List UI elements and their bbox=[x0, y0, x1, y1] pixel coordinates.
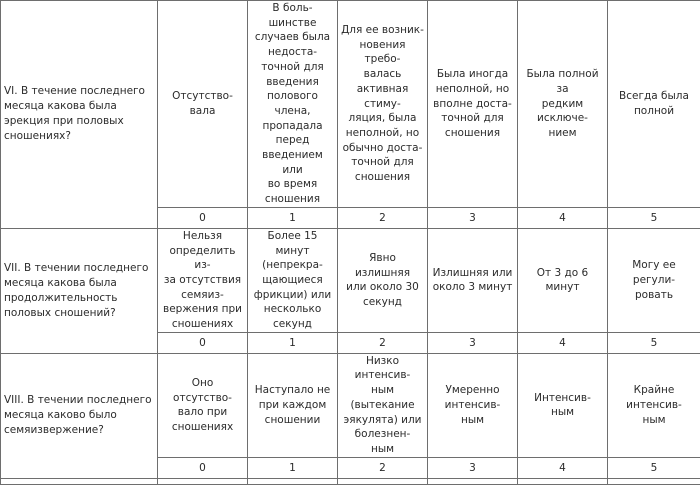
score-value: 2 bbox=[338, 207, 428, 228]
answer-option: Нельзя определить из- за отсутствия семяиз- вержения при сношениях bbox=[158, 228, 248, 332]
score-value: 3 bbox=[428, 457, 518, 478]
question-text: VI. В течение последнего месяца какова была эрекция при половых сношениях? bbox=[1, 1, 158, 229]
score-value: 4 bbox=[518, 207, 608, 228]
score-value: 2 bbox=[338, 332, 428, 353]
score-value: 5 bbox=[608, 457, 700, 478]
score-value: 5 bbox=[608, 332, 700, 353]
score-value: 5 bbox=[608, 207, 700, 228]
answer-option: Явно излишняя или около 30 секунд bbox=[338, 228, 428, 332]
score-value: 1 bbox=[248, 207, 338, 228]
answer-option: Оно отсутство- вало при сношениях bbox=[158, 353, 248, 457]
score-value: 4 bbox=[518, 332, 608, 353]
answer-option: Более 15 минут (непрекра- щающиеся фрикции) или несколько секунд bbox=[248, 228, 338, 332]
score-value: 2 bbox=[338, 457, 428, 478]
answer-option: От 3 до 6 минут bbox=[518, 228, 608, 332]
answer-option: Была полной за редким исключе- нием bbox=[518, 1, 608, 208]
answer-option: Крайне интенсив- ным bbox=[608, 353, 700, 457]
answer-option: Излишняя или около 3 минут bbox=[428, 228, 518, 332]
answer-option: Была иногда неполной, но вполне доста- точной для сношения bbox=[428, 1, 518, 208]
score-value: 4 bbox=[518, 457, 608, 478]
answer-option: Могу ее регули- ровать bbox=[608, 228, 700, 332]
answer-option: Интенсив- ным bbox=[518, 353, 608, 457]
answer-option: Всегда была полной bbox=[608, 1, 700, 208]
question-row-viii bbox=[1, 353, 700, 457]
score-value: 0 bbox=[158, 332, 248, 353]
answer-option: В боль- шинстве случаев была недоста- точной для введения полового члена, пропадала перед введением или во время сношения bbox=[248, 1, 338, 208]
answer-option: Умеренно интенсив- ным bbox=[428, 353, 518, 457]
score-value: 3 bbox=[428, 207, 518, 228]
question-text: VIII. В течении последнего месяца каково было семяизвержение? bbox=[1, 353, 158, 478]
score-value: 1 bbox=[248, 457, 338, 478]
score-value: 0 bbox=[158, 207, 248, 228]
answer-option: Для ее возник- новения требо- валась активная стиму- ляция, была неполной, но обычно доста- точной для сношения bbox=[338, 1, 428, 208]
answer-option: Отсутство- вала bbox=[158, 1, 248, 208]
question-row-vi bbox=[1, 1, 700, 208]
answer-option: Наступало не при каждом сношении bbox=[248, 353, 338, 457]
next-question-row bbox=[1, 478, 700, 484]
answer-option: Низко интенсив- ным (вытекание эякулята) или болезнен- ным bbox=[338, 353, 428, 457]
score-value: 3 bbox=[428, 332, 518, 353]
question-row-vii bbox=[1, 228, 700, 332]
score-value: 0 bbox=[158, 457, 248, 478]
question-text: VII. В течении последнего месяца какова была продолжительность половых сношений? bbox=[1, 228, 158, 353]
score-value: 1 bbox=[248, 332, 338, 353]
